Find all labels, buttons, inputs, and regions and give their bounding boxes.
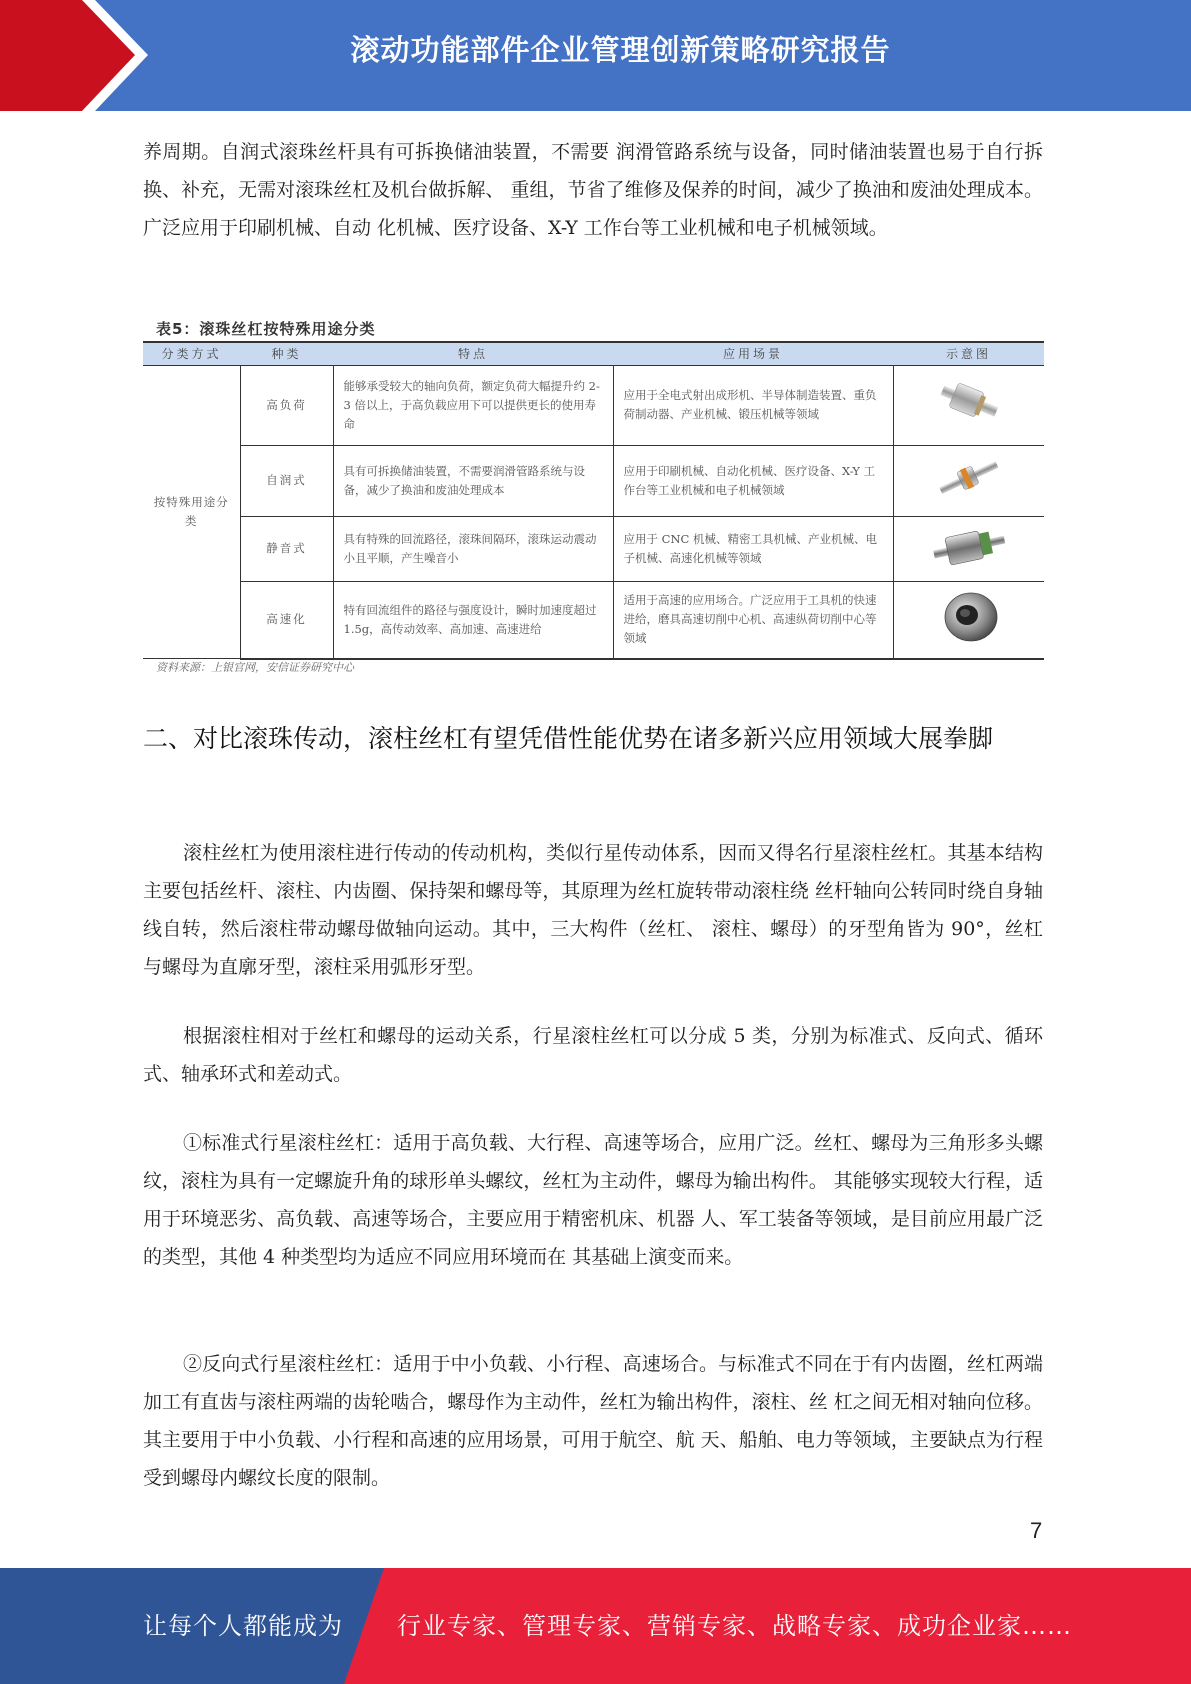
page-footer <box>0 1568 1191 1684</box>
illustration-cell <box>893 365 1044 445</box>
illustration-cell <box>893 581 1044 659</box>
paragraph-classification: 根据滚柱相对于丝杠和螺母的运动关系，行星滚柱丝杠可以分成 5 类，分别为标准式、反向式、循环式、轴承环式和差动式。 <box>143 1025 1043 1085</box>
application-cell: 应用于 CNC 机械、精密工具机械、产业机械、电子机械、高速化机械等领域 <box>613 516 893 581</box>
feature-cell: 特有回流组件的路径与强度设计，瞬时加速度超过 1.5g，高传动效率、高加速、高速进给 <box>333 581 613 659</box>
table-row <box>143 445 1044 516</box>
table-caption: 表5：滚珠丝杠按特殊用途分类 <box>156 320 376 338</box>
feature-cell: 具有特殊的回流路径，滚珠间隔环，滚珠运动震动小且平顺，产生噪音小 <box>333 516 613 581</box>
header-cell: 特点 <box>333 342 613 365</box>
page-header <box>0 0 1191 111</box>
table-row <box>143 581 1044 659</box>
section-heading: 二、对比滚珠传动，滚柱丝杠有望凭借性能优势在诸多新兴应用领域大展拳脚 <box>143 724 994 753</box>
ball-screw-highspeed-icon <box>929 586 1009 648</box>
feature-cell: 具有可拆换储油装置，不需要润滑管路系统与设备，减少了换油和废油处理成本 <box>333 445 613 516</box>
kind-cell: 静音式 <box>240 516 333 581</box>
header-cell: 示意图 <box>893 342 1044 365</box>
ball-screw-silent-icon <box>929 521 1009 571</box>
illustration-cell <box>893 516 1044 581</box>
table-row <box>143 365 1044 445</box>
feature-cell: 能够承受较大的轴向负荷，额定负荷大幅提升约 2-3 倍以上，于高负载应用下可以提供更长的使用寿命 <box>333 365 613 445</box>
application-cell: 应用于全电式射出成形机、半导体制造装置、重负荷制动器、产业机械、锻压机械等领域 <box>613 365 893 445</box>
report-title: 滚动功能部件企业管理创新策略研究报告 <box>350 33 891 67</box>
table-row <box>143 516 1044 581</box>
ball-screw-self-lube-icon <box>934 453 1004 503</box>
page-number: 7 <box>1030 1518 1043 1543</box>
header-cell: 种类 <box>240 342 333 365</box>
paragraph-standard-type: ①标准式行星滚柱丝杠：适用于高负载、大行程、高速等场合，应用广泛。丝杠、螺母为三角形多头螺纹，滚柱为具有一定螺旋升角的球形单头螺纹，丝杠为主动件，螺母为输出构件。 其能够实现较大行程，适用于环境恶劣、高负载、高速等场合，主要应用于精密机床、机器 人、军工装备等领域，是目前应用最广泛的类型，其他 4 种类型均为适应不同应用环境而在 其基础上演变而来。 <box>143 1132 1043 1268</box>
ball-screw-classification-table <box>143 341 1044 660</box>
kind-cell: 高速化 <box>240 581 333 659</box>
category-cell: 按特殊用途分类 <box>143 365 240 659</box>
paragraph-intro: 养周期。自润式滚珠丝杆具有可拆换储油装置，不需要 润滑管路系统与设备，同时储油装置也易于自行拆换、补充，无需对滚珠丝杠及机台做拆解、 重组，节省了维修及保养的时间，减少了换油和废油处理成本。广泛应用于印刷机械、自动 化机械、医疗设备、X-Y 工作台等工业机械和电子机械领域。 <box>143 141 1043 239</box>
table-header-row <box>143 342 1044 365</box>
kind-cell: 高负荷 <box>240 365 333 445</box>
footer-slogan-left: 让每个人都能成为 <box>143 1612 343 1640</box>
kind-cell: 自润式 <box>240 445 333 516</box>
header-cell: 应用场景 <box>613 342 893 365</box>
application-cell: 适用于高速的应用场合。广泛应用于工具机的快速进给，磨具高速切削中心机、高速纵荷切削中心等领域 <box>613 581 893 659</box>
table-source-note: 资料来源：上银官网，安信证券研究中心 <box>156 661 354 674</box>
header-cell: 分类方式 <box>143 342 240 365</box>
paragraph-inverted-type: ②反向式行星滚柱丝杠：适用于中小负载、小行程、高速场合。与标准式不同在于有内齿圈，丝杠两端加工有直齿与滚柱两端的齿轮啮合，螺母作为主动件，丝杠为输出构件，滚柱、丝 杠之间无相对轴向位移。其主要用于中小负载、小行程和高速的应用场景，可用于航空、航 天、船舶、电力等领域，主要缺点为行程受到螺母内螺纹长度的限制。 <box>143 1353 1043 1489</box>
paragraph-roller-screw-intro: 滚柱丝杠为使用滚柱进行传动的传动机构，类似行星传动体系，因而又得名行星滚柱丝杠。其基本结构主要包括丝杆、滚柱、内齿圈、保持架和螺母等，其原理为丝杠旋转带动滚柱绕 丝杆轴向公转同时绕自身轴线自转，然后滚柱带动螺母做轴向运动。其中，三大构件（丝杠、 滚柱、螺母）的牙型角皆为 90°，丝杠与螺母为直廓牙型，滚柱采用弧形牙型。 <box>143 842 1043 978</box>
footer-slogan-right: 行业专家、管理专家、营销专家、战略专家、成功企业家…… <box>397 1612 1072 1640</box>
illustration-cell <box>893 445 1044 516</box>
application-cell: 应用于印刷机械、自动化机械、医疗设备、X-Y 工作台等工业机械和电子机械领域 <box>613 445 893 516</box>
ball-screw-heavy-icon <box>934 374 1004 430</box>
